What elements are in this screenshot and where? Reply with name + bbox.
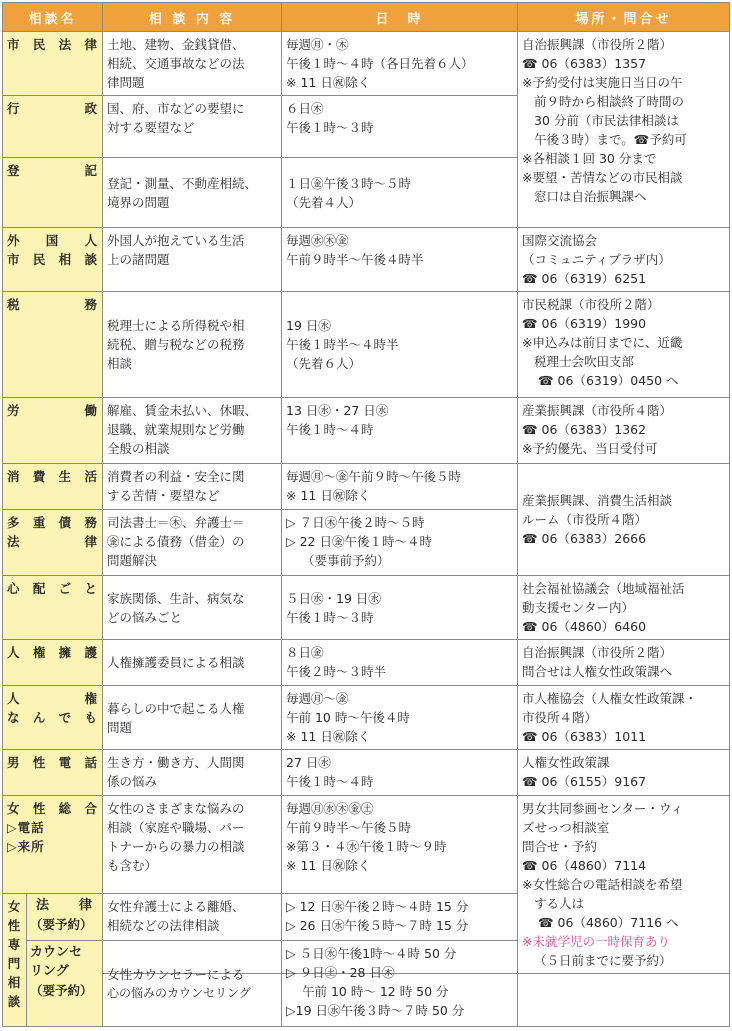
content-josei-counseling: 女性カウンセラーによる 心の悩みのカウンセリング: [103, 941, 282, 1027]
category-shimin-horitsu: 市 民 法 律: [3, 32, 103, 96]
place-danjo-kyodo-sankaku: 男女共同参画センター・ウィ ズせっつ相談室 問合せ・予約 ☎ 06（4860）7114 ※女性総合の電話相談を希望 する人は ☎ 06（4860）7116 へ ※未就学児の一時保育あり （５日前までに要予約）: [518, 796, 730, 974]
datetime-tajyu-saimu: ▷ ７日㊍午後２時～５時 ▷ 22 日㊎午後１時～４時 （要事前予約）: [282, 510, 518, 576]
category-josei-horitsu: 法 律 （要予約）: [27, 894, 103, 941]
datetime-gaikokujin: 毎週㊌㊍㊎ 午前９時半～午後４時半: [282, 228, 518, 292]
row-shinpaigoto: [3, 576, 730, 640]
row-shimin-horitsu: [3, 32, 730, 96]
place-kokusai-koryu: 国際交流協会 （コミュニティプラザ内） ☎ 06（6319）6251: [518, 228, 730, 292]
place-shi-jinken-kyokai: 市人権協会（人権女性政策課・ 市役所４階） ☎ 06（6383）1011: [518, 686, 730, 750]
datetime-zeimu: 19 日㊌ 午後１時半～４時半 （先着６人）: [282, 292, 518, 398]
datetime-dansei-denwa: 27 日㊌ 午後１時～４時: [282, 750, 518, 796]
datetime-shimin-horitsu: 毎週㊊・㊍ 午後１時～４時（各日先着６人） ※ 11 日㊗除く: [282, 32, 518, 96]
content-shinpaigoto: 家族関係、生計、病気な どの悩みごと: [103, 576, 282, 640]
josei-senmon-table: [2, 893, 730, 1027]
place-shakai-fukushi: 社会福祉協議会（地域福祉活 動支援センター内） ☎ 06（4860）6460: [518, 576, 730, 640]
header-row: [3, 3, 730, 32]
datetime-josei-sogo: 毎週㊊㊌㊍㊎㊏ 午前９時半～午後５時 ※第３・４㊌午後１時～９時 ※ 11 日㊗除く: [282, 796, 518, 974]
row-jinken-nandemo: [3, 686, 730, 750]
place-jichi-shinko: 自治振興課（市役所２階） ☎ 06（6383）1357 ※予約受付は実施日当日の午 前９時から相談終了時間の 30 分前（市民法律相談は 午後３時）まで。☎予約可 ※各相談１回 30 分まで ※要望・苦情などの市民相談 窓口は自治振興課へ: [518, 32, 730, 228]
content-rodo: 解雇、賃金未払い、休暇、 退職、就業規則など労働 全般の相談: [103, 398, 282, 464]
category-josei-senmon: 女 性 専 門 相 談: [3, 894, 27, 1027]
category-jinken-nandemo: 人 権 な ん で も: [3, 686, 103, 750]
content-dansei-denwa: 生き方・働き方、人間関 係の悩み: [103, 750, 282, 796]
row-jinken-yogo: [3, 640, 730, 686]
place-jinken-yogo: 自治振興課（市役所２階） 問合せは人権女性政策課へ: [518, 640, 730, 686]
category-josei-sogo: 女 性 総 合 ▷電話 ▷来所: [3, 796, 103, 974]
category-josei-counseling: カウンセ リング （要予約）: [27, 941, 103, 1027]
category-shinpaigoto: 心 配 ご と: [3, 576, 103, 640]
category-jinken-yogo: 人 権 擁 護: [3, 640, 103, 686]
content-tajyu-saimu: 司法書士＝㊍、弁護士＝ ㊎による債務（借金）の 問題解決: [103, 510, 282, 576]
content-zeimu: 税理士による所得税や相 続税、贈与税などの税務 相談: [103, 292, 282, 398]
content-jinken-yogo: 人権擁護委員による相談: [103, 640, 282, 686]
place-shohi-seikatsu: 産業振興課、消費生活相談 ルーム（市役所４階） ☎ 06（6383）2666: [518, 464, 730, 576]
category-gyosei: 行 政: [3, 96, 103, 158]
place-sangyo-shinko: 産業振興課（市役所４階） ☎ 06（6383）1362 ※予約優先、当日受付可: [518, 398, 730, 464]
category-shohi-seikatsu: 消 費 生 活: [3, 464, 103, 510]
category-zeimu: 税 務: [3, 292, 103, 398]
content-josei-sogo: 女性のさまざまな悩みの 相談（家庭や職場、パー トナーからの暴力の相談 も含む）: [103, 796, 282, 974]
place-shiminzei: 市民税課（市役所２階） ☎ 06（6319）1990 ※申込みは前日までに、近畿 税理士会吹田支部 ☎ 06（6319）0450 へ: [518, 292, 730, 398]
datetime-shohi-seikatsu: 毎週㊊～㊎午前９時～午後５時 ※ 11 日㊗除く: [282, 464, 518, 510]
datetime-josei-counseling: ▷ ５日㊌午後1時～４時 50 分 ▷ ９日㊏・28 日㊍ 午前 10 時～ 12 時 50 分 ▷19 日㊌午後３時～７時 50 分: [282, 941, 518, 1027]
content-jinken-nandemo: 暮らしの中で起こる人権 問題: [103, 686, 282, 750]
header-name: 相談名: [3, 3, 103, 32]
datetime-jinken-yogo: ８日㊎ 午後２時～３時半: [282, 640, 518, 686]
content-gyosei: 国、府、市などの要望に 対する要望など: [103, 96, 282, 158]
header-content: 相 談 内 容: [103, 3, 282, 32]
place-spacer: [518, 894, 730, 1027]
category-gaikokujin: 外 国 人 市 民 相 談: [3, 228, 103, 292]
content-shohi-seikatsu: 消費者の利益・安全に関 する苦情・要望など: [103, 464, 282, 510]
row-shohi-seikatsu: [3, 464, 730, 510]
consultation-table: [2, 2, 730, 974]
row-dansei-denwa: [3, 750, 730, 796]
row-zeimu: [3, 292, 730, 398]
header-datetime: 日 時: [282, 3, 518, 32]
place-jinken-josei-seisaku: 人権女性政策課 ☎ 06（6155）9167: [518, 750, 730, 796]
datetime-josei-horitsu: ▷ 12 日㊌午後２時～４時 15 分 ▷ 26 日㊌午後５時～７時 15 分: [282, 894, 518, 941]
content-toki: 登記・測量、不動産相続、 境界の問題: [103, 158, 282, 228]
category-tajyu-saimu: 多 重 債 務 法 律: [3, 510, 103, 576]
content-gaikokujin: 外国人が抱えている生活 上の諸問題: [103, 228, 282, 292]
josei-sogo-sub-raisho: ▷来所: [7, 839, 45, 854]
hoiku-note: ※未就学児の一時保育あり: [522, 934, 670, 949]
datetime-rodo: 13 日㊌・27 日㊌ 午後１時～４時: [282, 398, 518, 464]
content-shimin-horitsu: 土地、建物、金銭貸借、 相続、交通事故などの法 律問題: [103, 32, 282, 96]
row-gaikokujin: [3, 228, 730, 292]
category-dansei-denwa: 男 性 電 話: [3, 750, 103, 796]
content-josei-horitsu: 女性弁護士による離婚、 相続などの法律相談: [103, 894, 282, 941]
category-rodo: 労 働: [3, 398, 103, 464]
category-toki: 登 記: [3, 158, 103, 228]
row-josei-senmon-horitsu: [3, 894, 730, 941]
datetime-gyosei: ６日㊍ 午後１時～３時: [282, 96, 518, 158]
header-place: 場所・問合せ: [518, 3, 730, 32]
datetime-jinken-nandemo: 毎週㊊～㊎ 午前 10 時～午後４時 ※ 11 日㊗除く: [282, 686, 518, 750]
datetime-toki: １日㊎午後３時～５時 （先着４人）: [282, 158, 518, 228]
josei-sogo-sub-denwa: ▷電話: [7, 820, 45, 835]
row-rodo: [3, 398, 730, 464]
datetime-shinpaigoto: ５日㊌・19 日㊌ 午後１時～３時: [282, 576, 518, 640]
